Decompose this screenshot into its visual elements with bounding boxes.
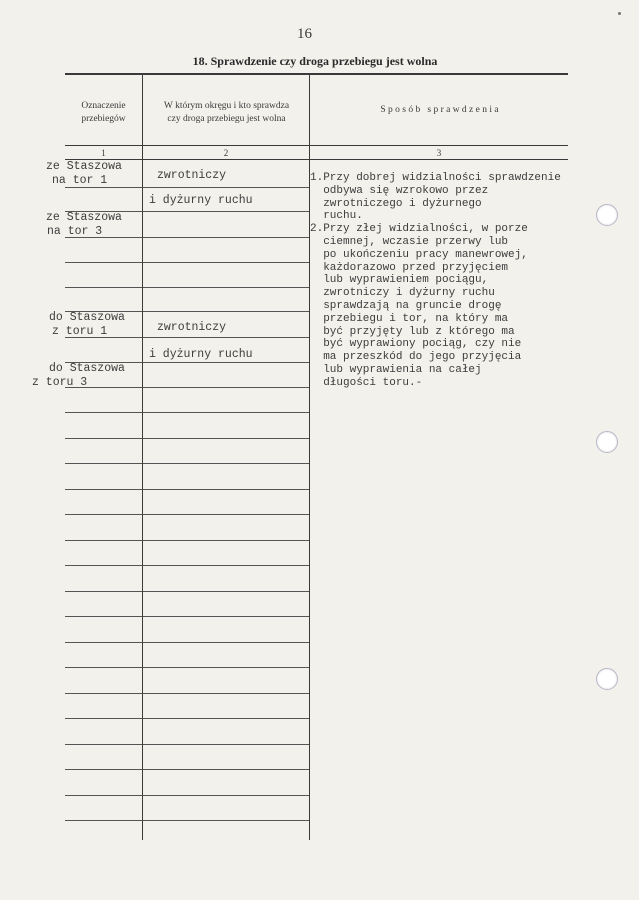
column-number-3: 3 [436, 148, 442, 158]
header-bottom-border [65, 145, 568, 146]
check-method-line: zwrotniczego i dyżurnego [310, 197, 482, 210]
route-entry: na tor 1 [52, 174, 108, 187]
check-method-line: ma przeszkód do jego przyjęcia [310, 351, 522, 364]
ruled-line [65, 718, 142, 719]
ruled-line [143, 362, 309, 363]
ruled-line [65, 565, 142, 566]
ruled-line [65, 795, 142, 796]
ruled-line [143, 591, 309, 592]
page-title: 18. Sprawdzenie czy droga przebiegu jest wolna [192, 54, 438, 68]
check-method-line: ruchu. [310, 210, 363, 223]
checker-entry: zwrotniczy [157, 321, 227, 334]
check-method-line: przebiegu i tor, na który ma [310, 312, 509, 325]
route-entry: do Staszowa [49, 362, 125, 375]
ruled-line [143, 693, 309, 694]
ruled-line [65, 820, 142, 821]
ruled-line [65, 463, 142, 464]
ruled-line [65, 769, 142, 770]
ruled-line [143, 262, 309, 263]
ruled-line [65, 514, 142, 515]
ruled-line [143, 795, 309, 796]
ruled-line [143, 718, 309, 719]
ruled-line [65, 540, 142, 541]
page-number: 16 [297, 26, 312, 42]
ruled-line [65, 616, 142, 617]
binder-hole [596, 204, 618, 226]
check-method-text [310, 172, 630, 390]
route-entry: z toru 1 [52, 325, 108, 338]
ruled-line [143, 540, 309, 541]
check-method-line: ciemnej, wczasie przerwy lub [310, 235, 509, 248]
ruled-line [65, 438, 142, 439]
ruled-line [65, 744, 142, 745]
ruled-line [143, 642, 309, 643]
ruled-line [143, 744, 309, 745]
ruled-line [143, 187, 309, 188]
ruled-line [65, 412, 142, 413]
check-method-line: odbywa się wzrokowo przez [310, 184, 489, 197]
ruled-line [143, 820, 309, 821]
column-number-bottom-border [65, 159, 568, 160]
check-method-line: długości toru.- [310, 376, 423, 389]
check-method-line: zwrotniczy i dyżurny ruchu [310, 287, 495, 300]
ruled-line [65, 591, 142, 592]
check-method-line: 2.Przy złej widzialności, w porze [310, 223, 528, 236]
ruled-line [143, 237, 309, 238]
column-divider-1 [142, 75, 143, 840]
ruled-line [143, 463, 309, 464]
check-method-line: być przyjęty lub z którego ma [310, 325, 515, 338]
column-number-1: 1 [101, 148, 106, 158]
ruled-line [143, 769, 309, 770]
ruled-line [143, 337, 309, 338]
binder-hole [596, 668, 618, 690]
column-number-2: 2 [223, 148, 229, 158]
ruled-line [143, 438, 309, 439]
ruled-line [143, 489, 309, 490]
check-method-line: sprawdzają na gruncie drogę [310, 299, 502, 312]
ruled-line [143, 311, 309, 312]
header-route-designation: Oznaczenie przebiegów [81, 101, 126, 124]
ruled-line [65, 287, 142, 288]
ruled-line [65, 693, 142, 694]
check-method-line: lub wyprawienia na całej [310, 363, 482, 376]
check-method-line: być wyprawiony pociąg, czy nie [310, 338, 522, 351]
route-entry: ze Staszowa [46, 160, 122, 173]
ruled-line [143, 565, 309, 566]
checker-entry: zwrotniczy [157, 169, 227, 182]
route-entry: do Staszowa [49, 311, 125, 324]
ruled-line [143, 514, 309, 515]
ruled-line [143, 211, 309, 212]
header-who-checks: W którym okręgu i kto sprawdza czy droga przebiegu jest wolna [163, 101, 290, 124]
check-method-line: po ukończeniu pracy manewrowej, [310, 248, 528, 261]
ruled-line [143, 287, 309, 288]
header-check-method: S p o s ó b s p r a w d z e n i a [380, 105, 499, 115]
checker-entry: i dyżurny ruchu [149, 194, 253, 207]
check-method-line: 1.Przy dobrej widzialności sprawdzenie [310, 172, 561, 184]
ruled-line [65, 489, 142, 490]
ruled-line [143, 616, 309, 617]
ruled-line [65, 642, 142, 643]
ruled-line [143, 412, 309, 413]
binder-hole [596, 431, 618, 453]
ruled-line [65, 262, 142, 263]
check-method-line: każdorazowo przed przyjęciem [310, 261, 509, 274]
check-method-line: lub wyprawieniem pociągu, [310, 274, 489, 287]
route-entry: z toru 3 [32, 376, 88, 389]
corner-mark [618, 12, 621, 15]
ruled-line [65, 667, 142, 668]
ruled-line [65, 187, 142, 188]
ruled-line [143, 387, 309, 388]
route-entry: ze Staszowa [46, 211, 122, 224]
table-top-border [65, 73, 568, 75]
checker-entry: i dyżurny ruchu [149, 348, 253, 361]
ruled-line [143, 667, 309, 668]
route-entry: na tor 3 [47, 225, 103, 238]
